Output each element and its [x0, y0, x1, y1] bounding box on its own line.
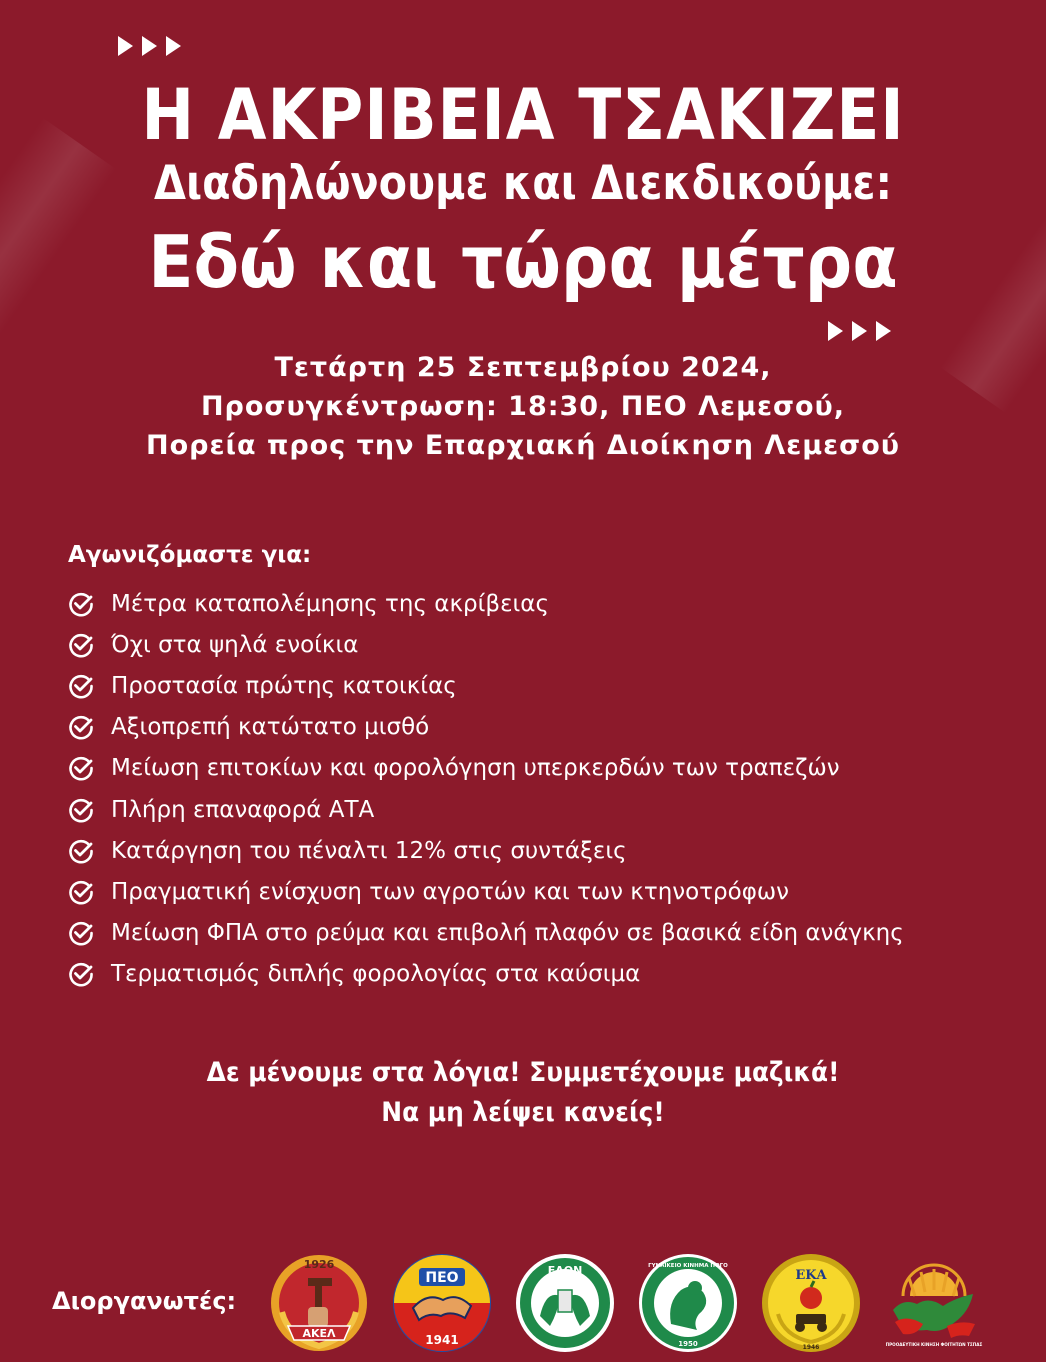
check-circle-icon [68, 673, 94, 699]
student-movement-logo-label: ΠΡΟΟΔΕΥΤΙΚΗ ΚΙΝΗΣΗ ΦΟΙΤΗΤΩΝ ΤΣΠΑΣ [885, 1342, 983, 1347]
call-to-action [0, 1053, 1046, 1133]
eka-logo-year: 1946 [802, 1344, 820, 1351]
check-circle-icon [68, 961, 94, 987]
women-movement-logo-label: ΓΥΝΑΙΚΕΙΟ ΚΙΝΗΜΑ ΠΟΓΟ [648, 1263, 728, 1269]
akel-logo [268, 1252, 370, 1354]
eka-logo-label: ΕΚΑ [795, 1268, 827, 1283]
demand-item [68, 583, 904, 624]
demand-text: Μείωση επιτοκίων και φορολόγηση υπερκερδών των τραπεζών [111, 755, 840, 782]
demand-item [68, 789, 904, 830]
event-march-route: Πορεία προς την Επαρχιακή Διοίκηση Λεμεσού [146, 430, 900, 461]
akel-logo-year: 1926 [303, 1258, 335, 1271]
call-to-action-line-1: Δε μένουμε στα λόγια! Συμμετέχουμε μαζικά! [206, 1057, 840, 1088]
women-movement-logo [637, 1252, 739, 1354]
peo-logo-label: ΠΕΟ [425, 1270, 459, 1286]
demand-text: Κατάργηση του πέναλτι 12% στις συντάξεις [111, 837, 627, 864]
event-date: Τετάρτη 25 Σεπτεμβρίου 2024, [274, 352, 772, 383]
eka-logo [760, 1252, 862, 1354]
women-movement-logo-year: 1950 [678, 1340, 698, 1348]
demands-list [68, 583, 904, 995]
demand-text: Αξιοπρεπή κατώτατο μισθό [111, 714, 430, 741]
demand-item [68, 665, 904, 706]
organizers-label: Διοργανωτές: [52, 1287, 237, 1315]
akel-logo-label: ΑΚΕΛ [302, 1327, 336, 1340]
check-circle-icon [68, 920, 94, 946]
demand-text: Πλήρη επαναφορά ΑΤΑ [111, 796, 375, 823]
edon-logo-label: ΕΔΟΝ [547, 1264, 583, 1277]
check-circle-icon [68, 632, 94, 658]
headline-slogan: Εδώ και τώρα μέτρα [148, 220, 898, 304]
demands-title: Αγωνιζόμαστε για: [68, 542, 312, 568]
call-to-action-line-2: Να μη λείψει κανείς! [381, 1097, 665, 1128]
check-circle-icon [68, 879, 94, 905]
demand-item [68, 748, 904, 789]
check-circle-icon [68, 714, 94, 740]
demand-text: Πραγματική ενίσχυση των αγροτών και των κτηνοτρόφων [111, 878, 789, 905]
check-circle-icon [68, 591, 94, 617]
peo-logo-year: 1941 [425, 1333, 459, 1347]
demand-item [68, 707, 904, 748]
demand-item [68, 913, 904, 954]
demand-text: Μέτρα καταπολέμησης της ακρίβειας [111, 590, 549, 617]
headline-title: Η ΑΚΡΙΒΕΙΑ ΤΣΑΚΙΖΕΙ [141, 74, 905, 156]
demand-item [68, 871, 904, 912]
headline-subtitle: Διαδηλώνουμε και Διεκδικούμε: [153, 156, 892, 211]
event-details [0, 348, 1046, 465]
check-circle-icon [68, 797, 94, 823]
demand-item [68, 954, 904, 995]
demand-text: Όχι στα ψηλά ενοίκια [111, 631, 359, 658]
demand-text: Τερματισμός διπλής φορολογίας στα καύσιμα [111, 961, 641, 988]
demand-item [68, 830, 904, 871]
event-gathering: Προσυγκέντρωση: 18:30, ΠΕΟ Λεμεσού, [200, 391, 846, 422]
demand-text: Μείωση ΦΠΑ στο ρεύμα και επιβολή πλαφόν σε βασικά είδη ανάγκης [111, 920, 904, 947]
arrows-decoration-top [118, 36, 181, 56]
peo-logo [391, 1252, 493, 1354]
check-circle-icon [68, 755, 94, 781]
arrows-decoration-middle [828, 321, 891, 341]
student-movement-logo [883, 1252, 985, 1354]
organizer-logos [268, 1252, 986, 1354]
demand-text: Προστασία πρώτης κατοικίας [111, 672, 457, 699]
edon-logo [514, 1252, 616, 1354]
check-circle-icon [68, 838, 94, 864]
demand-item [68, 624, 904, 665]
